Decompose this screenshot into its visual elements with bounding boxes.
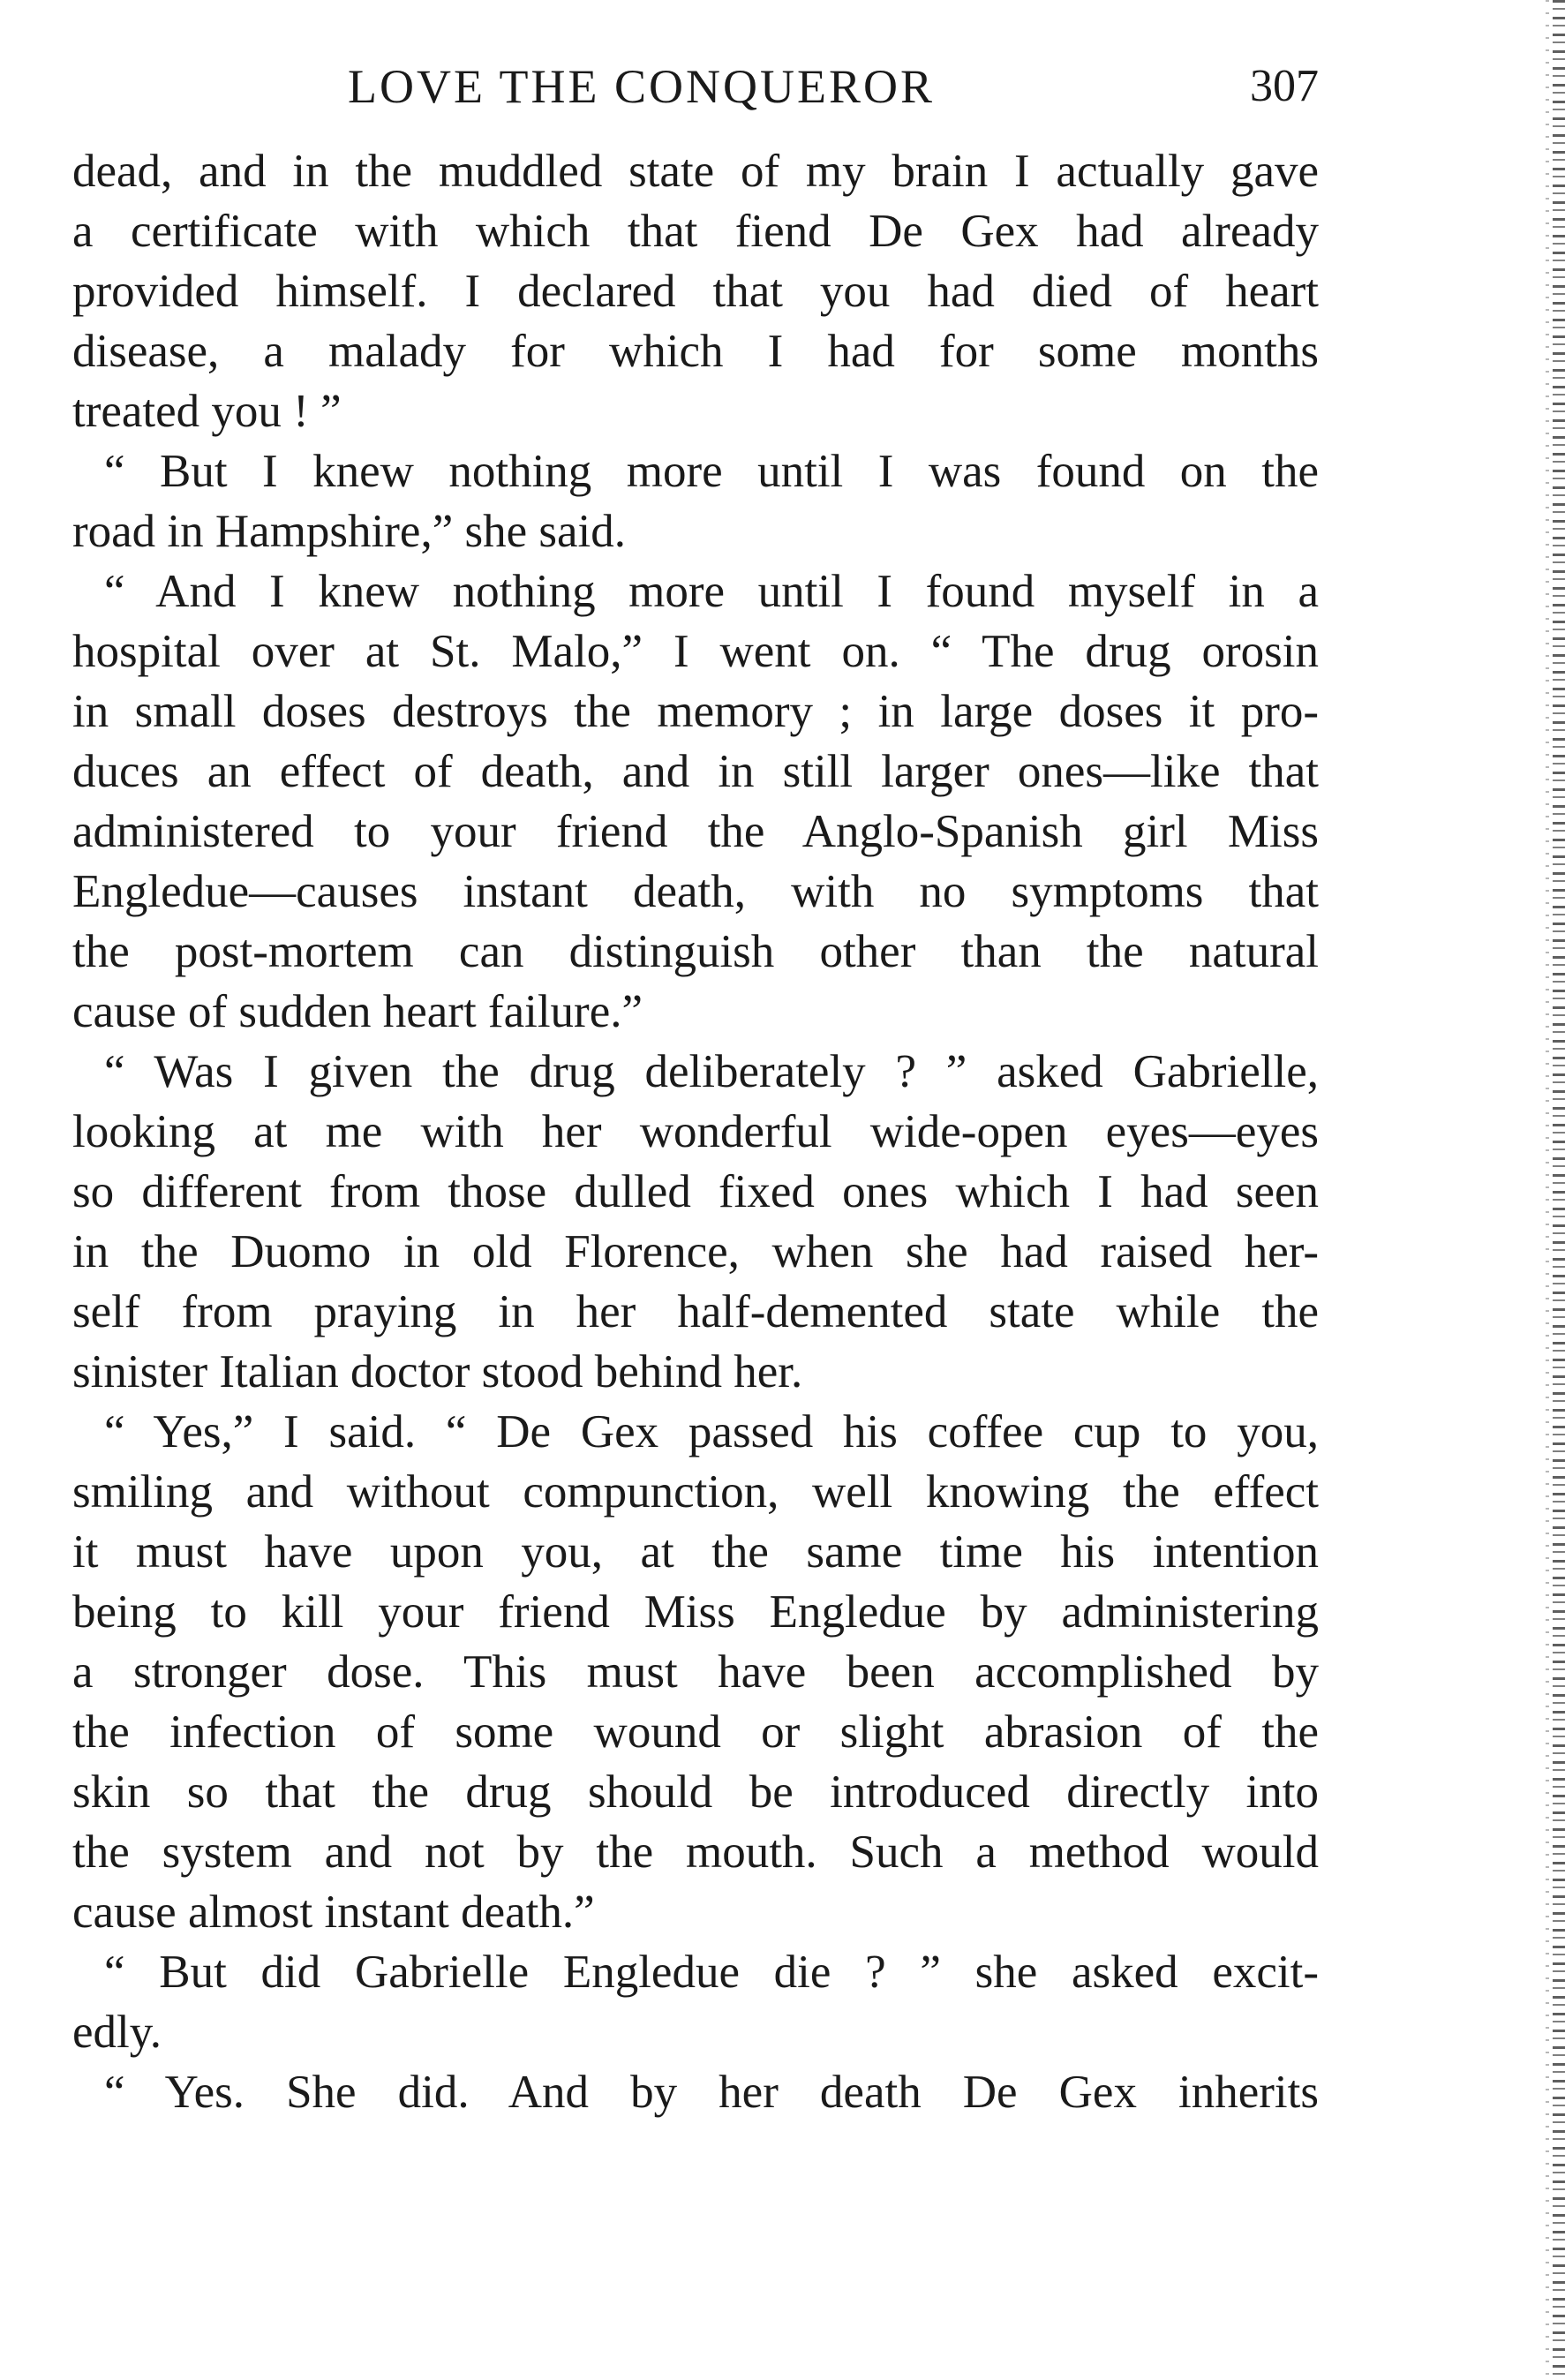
- text-line: a certificate with which that fiend De Gex had already: [72, 206, 1319, 257]
- text-line: “ And I knew nothing more until I found myself in a: [104, 566, 1319, 617]
- body-text: [72, 141, 1319, 2122]
- page-number: 307: [1250, 61, 1319, 111]
- text-line: “ But did Gabrielle Engledue die ? ” she asked excit-: [104, 1947, 1319, 1998]
- text-line: being to kill your friend Miss Engledue by administering: [72, 1586, 1319, 1638]
- text-line: in the Duomo in old Florence, when she had raised her-: [72, 1226, 1319, 1277]
- text-line: the infection of some wound or slight abrasion of the: [72, 1706, 1319, 1758]
- text-line: duces an effect of death, and in still larger ones—like that: [72, 746, 1319, 797]
- text-line: sinister Italian doctor stood behind her.: [72, 1346, 803, 1397]
- text-line: administered to your friend the Anglo-Spanish girl Miss: [72, 806, 1319, 857]
- text-line: a stronger dose. This must have been accomplished by: [72, 1646, 1319, 1698]
- text-line: dead, and in the muddled state of my brain I actually gave: [72, 146, 1319, 197]
- text-line: looking at me with her wonderful wide-open eyes—eyes: [72, 1106, 1319, 1157]
- text-line: cause of sudden heart failure.”: [72, 986, 643, 1037]
- text-line: road in Hampshire,” she said.: [72, 506, 626, 557]
- text-line: self from praying in her half-demented state while the: [72, 1286, 1319, 1337]
- text-line: cause almost instant death.”: [72, 1887, 595, 1938]
- text-line: the post-mortem can distinguish other than the natural: [72, 926, 1319, 977]
- running-head: [72, 51, 1319, 122]
- text-line: “ But I knew nothing more until I was found on the: [104, 446, 1319, 497]
- text-line: in small doses destroys the memory ; in large doses it pro-: [72, 686, 1319, 737]
- text-line: provided himself. I declared that you had died of heart: [72, 266, 1319, 317]
- text-line: treated you ! ”: [72, 386, 342, 437]
- text-line: edly.: [72, 2007, 162, 2058]
- text-line: it must have upon you, at the same time his intention: [72, 1526, 1319, 1578]
- text-line: disease, a malady for which I had for some months: [72, 326, 1319, 377]
- text-line: “ Yes. She did. And by her death De Gex inherits: [104, 2067, 1319, 2118]
- running-title: LOVE THE CONQUEROR: [348, 60, 935, 113]
- text-line: Engledue—causes instant death, with no symptoms that: [72, 866, 1319, 917]
- text-line: “ Yes,” I said. “ De Gex passed his coffee cup to you,: [104, 1406, 1319, 1457]
- binding-edge-shadow: [1546, 0, 1549, 2380]
- text-line: smiling and without compunction, well knowing the effect: [72, 1466, 1319, 1518]
- binding-edge: [1553, 0, 1565, 2380]
- text-line: so different from those dulled fixed ones which I had seen: [72, 1166, 1319, 1217]
- text-line: the system and not by the mouth. Such a method would: [72, 1826, 1319, 1878]
- text-line: hospital over at St. Malo,” I went on. “ The drug orosin: [72, 626, 1319, 677]
- text-line: “ Was I given the drug deliberately ? ” asked Gabrielle,: [104, 1046, 1319, 1097]
- text-line: skin so that the drug should be introduced directly into: [72, 1766, 1319, 1818]
